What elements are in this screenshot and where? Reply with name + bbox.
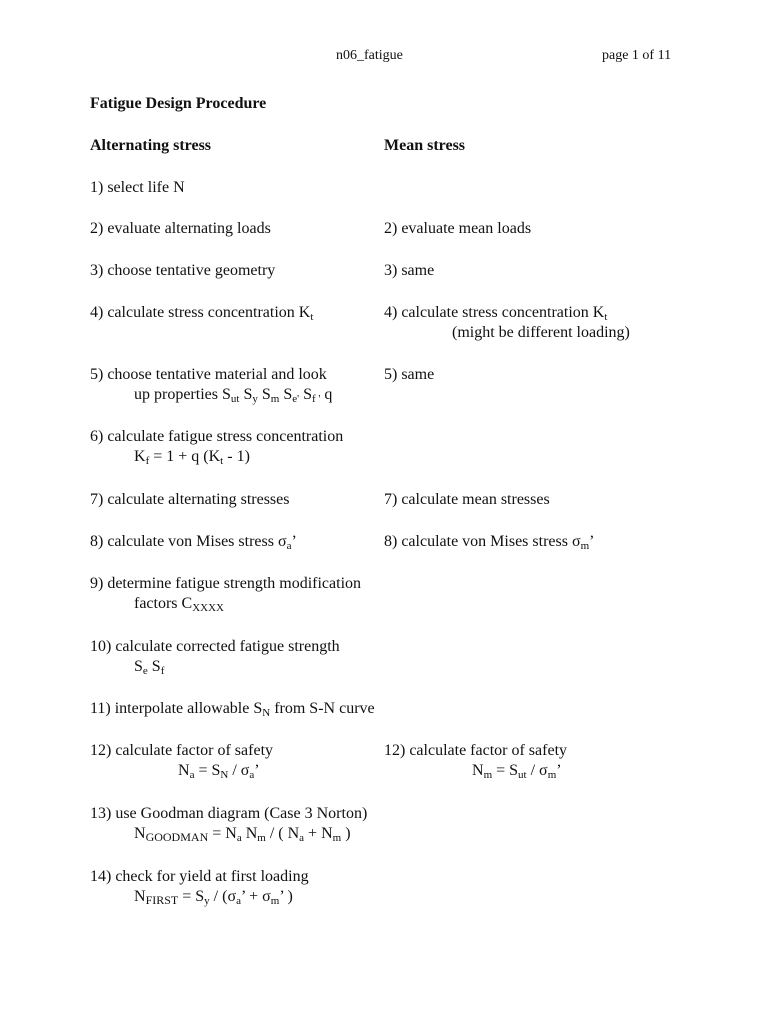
ngoodman-base: N xyxy=(134,825,146,842)
step-12-left xyxy=(90,741,273,781)
goodman-eq5: ) xyxy=(341,825,351,842)
step-4-right-text: 4) calculate stress concentration K xyxy=(384,304,605,321)
nm-prime: ’ xyxy=(556,762,562,779)
first-eq2: / (σ xyxy=(209,888,237,905)
step-12-left-line1: 12) calculate factor of safety xyxy=(90,742,274,759)
goodman-m-sub: m xyxy=(257,832,266,844)
step-13-formula xyxy=(90,824,367,844)
goodman-eq3: / ( N xyxy=(265,825,300,842)
first-eq3: ’ + σ xyxy=(240,888,271,905)
step-9-left xyxy=(90,574,361,614)
step-14-left xyxy=(90,867,309,907)
header-filename: n06_fatigue xyxy=(336,48,403,63)
step-4-right-sub: t xyxy=(604,311,608,323)
step-8-left-prime: ’ xyxy=(291,533,297,550)
column-heading-alternating: Alternating stress xyxy=(90,137,212,154)
kt-sub: t xyxy=(220,455,224,467)
kf-sub: f xyxy=(145,455,150,467)
step-1-left: 1) select life N xyxy=(90,179,185,196)
column-heading-mean: Mean stress xyxy=(384,137,466,154)
step-5-left-line1: 5) choose tentative material and look xyxy=(90,366,327,383)
first-y-sub: y xyxy=(204,895,210,907)
step-5-right: 5) same xyxy=(384,366,435,383)
nm-sub: m xyxy=(483,769,493,781)
step-5-left xyxy=(90,365,332,405)
goodman-eq4: + N xyxy=(304,825,333,842)
step-3-right: 3) same xyxy=(384,262,435,279)
s-m: S xyxy=(257,386,271,403)
sf-sub: f xyxy=(160,665,165,677)
step-5-left-line2 xyxy=(90,385,332,405)
na-eq: = S xyxy=(194,762,221,779)
first-a-sub: a xyxy=(236,895,241,907)
step-13-line1: 13) use Goodman diagram (Case 3 Norton) xyxy=(90,805,368,822)
first-eq1: = S xyxy=(178,888,205,905)
step-8-right-text: 8) calculate von Mises stress σ xyxy=(384,533,581,550)
step-11-left xyxy=(90,699,375,719)
step-12-left-formula xyxy=(90,761,273,781)
sn-sub-2: N xyxy=(220,769,229,781)
step-8-right xyxy=(384,532,594,552)
goodman-eq2: N xyxy=(241,825,258,842)
first-eq4: ’ ) xyxy=(279,888,293,905)
step-9-line1: 9) determine fatigue strength modification xyxy=(90,575,362,592)
step-10-left xyxy=(90,637,340,677)
goodman-a-sub: a xyxy=(236,832,242,844)
step-4-right-line1 xyxy=(384,303,630,323)
nfirst-sub: FIRST xyxy=(145,893,179,907)
kf-base: K xyxy=(134,448,146,465)
step-6-left xyxy=(90,427,343,467)
step-10-line2 xyxy=(90,657,340,677)
step-7-right: 7) calculate mean stresses xyxy=(384,491,550,508)
step-4-left-text: 4) calculate stress concentration K xyxy=(90,304,311,321)
step-11-suffix: from S-N curve xyxy=(270,700,375,717)
sigma-a-sub-2: a xyxy=(249,769,255,781)
step-10-line1: 10) calculate corrected fatigue strength xyxy=(90,638,340,655)
step-14-line1: 14) check for yield at first loading xyxy=(90,868,309,885)
na-prime: ’ xyxy=(254,762,260,779)
step-11-text: 11) interpolate allowable S xyxy=(90,700,263,717)
goodman-eq1: = N xyxy=(208,825,237,842)
header-page-number: page 1 of 11 xyxy=(602,48,672,63)
sigma-m-sub: m xyxy=(580,540,590,552)
step-2-left: 2) evaluate alternating loads xyxy=(90,220,271,237)
q-symbol: q xyxy=(320,386,333,403)
step-12-right-formula xyxy=(384,761,567,781)
step-5-properties-text: up properties S xyxy=(134,386,231,403)
sut-sub: ut xyxy=(518,769,527,781)
step-2-right: 2) evaluate mean loads xyxy=(384,220,532,237)
nm-base: N xyxy=(472,762,484,779)
step-12-right xyxy=(384,741,567,781)
step-8-left-text: 8) calculate von Mises stress σ xyxy=(90,533,287,550)
document-title: Fatigue Design Procedure xyxy=(90,95,267,112)
step-4-right-line2: (might be different loading) xyxy=(452,324,630,341)
kf-rest2: - 1) xyxy=(223,448,250,465)
se-sub: e xyxy=(142,665,148,677)
sub-m: m xyxy=(270,393,280,405)
step-3-left: 3) choose tentative geometry xyxy=(90,262,276,279)
sub-f: f ' xyxy=(312,393,321,405)
step-4-left xyxy=(90,303,313,323)
na-base: N xyxy=(178,762,190,779)
ngoodman-sub: GOODMAN xyxy=(145,830,209,844)
step-4-left-sub: t xyxy=(310,311,314,323)
sigma-a-sub: a xyxy=(286,540,292,552)
sn-sub: N xyxy=(262,707,271,719)
goodman-a2-sub: a xyxy=(299,832,305,844)
step-14-formula xyxy=(90,887,309,907)
sub-y: y xyxy=(252,393,258,405)
step-7-left: 7) calculate alternating stresses xyxy=(90,491,290,508)
step-6-formula xyxy=(90,447,343,467)
s-y: S xyxy=(239,386,253,403)
sub-ut: ut xyxy=(230,393,240,405)
sigma-m-sub-2: m xyxy=(547,769,557,781)
step-9-line2 xyxy=(90,594,361,614)
na-div: / σ xyxy=(228,762,250,779)
na-sub: a xyxy=(189,769,195,781)
factors-text: factors C xyxy=(134,595,193,612)
sf-base: S xyxy=(147,658,161,675)
goodman-m2-sub: m xyxy=(332,832,342,844)
step-12-right-line1: 12) calculate factor of safety xyxy=(384,742,568,759)
sub-e: e' xyxy=(292,393,300,405)
step-4-right xyxy=(384,303,630,343)
nm-eq: = S xyxy=(492,762,519,779)
step-13-left xyxy=(90,804,367,844)
s-f: S xyxy=(299,386,312,403)
first-m-sub: m xyxy=(270,895,280,907)
step-8-right-prime: ’ xyxy=(589,533,595,550)
step-8-left xyxy=(90,532,297,552)
step-6-line1: 6) calculate fatigue stress concentration xyxy=(90,428,344,445)
se-base: S xyxy=(134,658,143,675)
nfirst-base: N xyxy=(134,888,146,905)
nm-div: / σ xyxy=(526,762,548,779)
kf-rest1: = 1 + q (K xyxy=(149,448,221,465)
factors-sub: XXXX xyxy=(192,602,224,614)
s-e: S xyxy=(279,386,293,403)
